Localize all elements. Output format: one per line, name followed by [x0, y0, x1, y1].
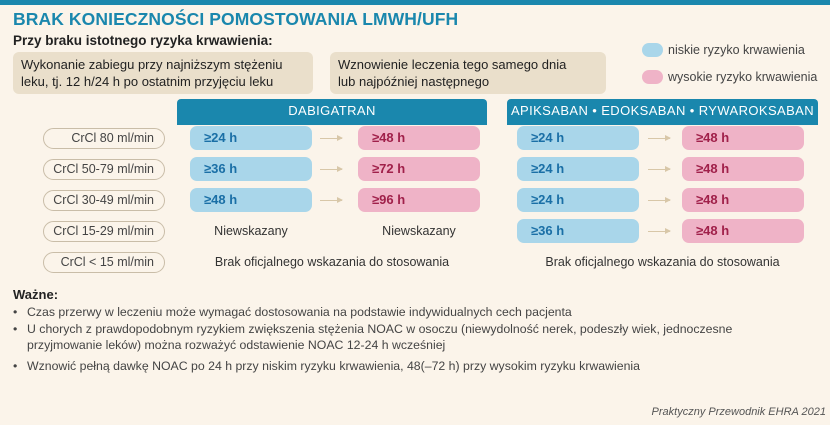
xabans-row-1-arrow	[648, 138, 670, 139]
xabans-row-2-low: ≥24 h	[517, 157, 639, 181]
crcl-row-1-label: CrCl 80 ml/min	[43, 128, 165, 149]
crcl-row-4-label: CrCl 15-29 ml/min	[43, 221, 165, 242]
dabigatran-row-2-arrow	[320, 169, 342, 170]
resume-box	[330, 52, 606, 94]
note-1-bullet: •	[13, 305, 18, 319]
xabans-row-2-high: ≥48 h	[682, 157, 804, 181]
dabigatran-row-1-low: ≥24 h	[190, 126, 312, 150]
subtitle: Przy braku istotnego ryzyka krwawienia:	[13, 33, 273, 48]
note-2-bullet: •	[13, 322, 18, 336]
page-title: BRAK KONIECZNOŚCI POMOSTOWANIA LMWH/UFH	[13, 9, 459, 29]
dabigatran-row-2-high: ≥72 h	[358, 157, 480, 181]
dabigatran-row-5-note: Brak oficjalnego wskazania do stosowania	[214, 255, 450, 269]
xabans-row-4-high: ≥48 h	[682, 219, 804, 243]
dabigatran-row-2-low: ≥36 h	[190, 157, 312, 181]
dabigatran-header-rule	[177, 123, 487, 125]
xabans-row-3-low: ≥24 h	[517, 188, 639, 212]
high-risk-legend-swatch	[642, 70, 663, 84]
xabans-header: APIKSABAN • EDOKSABAN • RYWAROKSABAN	[507, 99, 818, 123]
dabigatran-row-4-high: Niewskazany	[382, 224, 456, 238]
xabans-row-1-high: ≥48 h	[682, 126, 804, 150]
crcl-row-3-label: CrCl 30-49 ml/min	[43, 190, 165, 211]
notes-title: Ważne:	[13, 287, 59, 302]
procedure-line-1: Wykonanie zabiegu przy najniższym stężeniu	[21, 57, 283, 72]
dabigatran-row-4-low: Niewskazany	[214, 224, 288, 238]
note-3	[13, 358, 640, 374]
dabigatran-header: DABIGATRAN	[177, 99, 487, 123]
xabans-header-rule	[507, 123, 818, 125]
note-1-text: Czas przerwy w leczeniu może wymagać dostosowania na podstawie indywidualnych cech pacjenta	[27, 305, 572, 319]
dabigatran-row-3-high: ≥96 h	[358, 188, 480, 212]
crcl-row-2-label: CrCl 50-79 ml/min	[43, 159, 165, 180]
top-accent-bar	[0, 0, 830, 5]
dabigatran-row-3-arrow	[320, 200, 342, 201]
source-citation: Praktyczny Przewodnik EHRA 2021	[651, 406, 826, 418]
dabigatran-row-1-arrow	[320, 138, 342, 139]
resume-line-1: Wznowienie leczenia tego samego dnia	[338, 57, 567, 72]
low-risk-legend-label: niskie ryzyko krwawienia	[668, 43, 805, 57]
low-risk-legend-swatch	[642, 43, 663, 57]
xabans-row-3-arrow	[648, 200, 670, 201]
dabigatran-row-1-high: ≥48 h	[358, 126, 480, 150]
note-3-text: Wznowić pełną dawkę NOAC po 24 h przy niskim ryzyku krwawienia, 48(–72 h) przy wysokim ryzyku krwawienia	[27, 359, 641, 373]
note-3-bullet: •	[13, 359, 18, 373]
xabans-row-4-low: ≥36 h	[517, 219, 639, 243]
note-1	[13, 304, 572, 320]
dabigatran-row-3-low: ≥48 h	[190, 188, 312, 212]
xabans-row-4-arrow	[648, 231, 670, 232]
xabans-row-5-note: Brak oficjalnego wskazania do stosowania	[545, 255, 780, 269]
high-risk-legend-label: wysokie ryzyko krwawienia	[668, 70, 818, 84]
procedure-box	[13, 52, 313, 94]
resume-line-2: lub najpóźniej następnego	[338, 74, 490, 89]
crcl-row-5-label: CrCl < 15 ml/min	[43, 252, 165, 273]
note-2-text-cont: przyjmowanie leków) można rozważyć odstawienie NOAC 12-24 h wcześniej	[27, 338, 446, 352]
note-2-text: U chorych z prawdopodobnym ryzykiem zwiększenia stężenia NOAC w osoczu (niewydolność nerek, podeszły wiek, jednoczesne	[27, 322, 733, 336]
procedure-line-2: leku, tj. 12 h/24 h po ostatnim przyjęciu leku	[21, 74, 274, 89]
xabans-row-2-arrow	[648, 169, 670, 170]
note-2	[13, 321, 732, 353]
xabans-row-3-high: ≥48 h	[682, 188, 804, 212]
xabans-row-1-low: ≥24 h	[517, 126, 639, 150]
